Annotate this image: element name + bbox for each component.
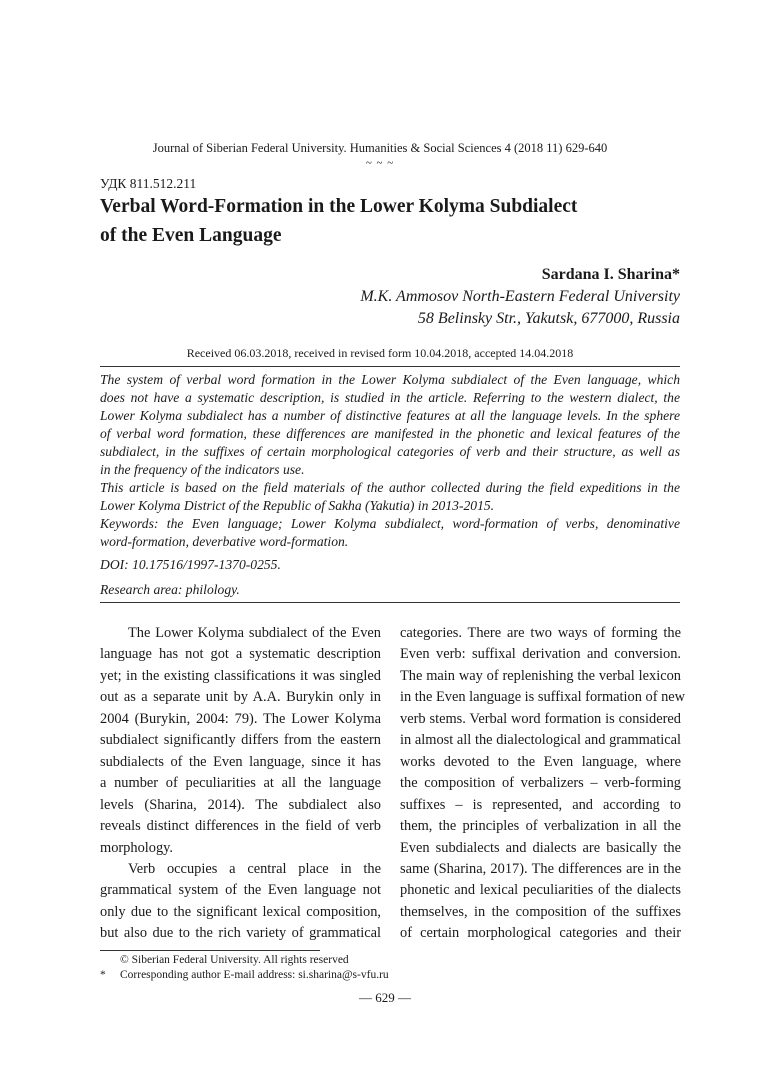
body-text-line: a number of peculiarities at all the language [100,775,381,792]
journal-header: Journal of Siberian Federal University. Humanities & Social Sciences 4 (2018 11) 629-640 [152,141,608,155]
divider [100,366,680,367]
body-text-line: language has not got a systematic description [100,646,381,663]
abstract-line: of verbal word formation, these differences are manifested in the phonetic and lexical features of the [100,426,680,441]
keywords-line: word-formation, deverbative word-formation. [100,534,349,549]
body-text-line: out as a separate unit by A.A. Burykin only in [100,689,381,706]
body-text-line: Even subdialects and dialects are basically the [400,839,681,856]
body-text-line: works devoted to the Even language, where [400,753,681,770]
body-text-line: in the Even language is suffixal formation of new [400,689,686,706]
body-text-line: Verb occupies a central place in the [128,860,381,877]
abstract-line: This article is based on the field materials of the author collected during the field expeditions in the [100,480,680,495]
body-text-line: but also due to the rich variety of grammatical [100,925,381,942]
doi: DOI: 10.17516/1997-1370-0255. [100,557,281,572]
copyright-note: © Siberian Federal University. All rights reserved [120,954,349,966]
author-name: Sardana I. Sharina* [541,266,680,283]
abstract-line: in the frequency of the indicators use. [100,462,305,477]
body-text-line: yet; in the existing classifications it was singled [100,667,381,684]
body-text-line: verb stems. Verbal word formation is considered [400,710,681,727]
body-text-line: Even verb: suffixal derivation and conversion. [400,646,681,663]
affiliation-line-2: 58 Belinsky Str., Yakutsk, 677000, Russia [417,310,680,327]
header-ornament: ~ ~ ~ [365,157,395,169]
keywords-line: Keywords: the Even language; Lower Kolyma subdialect, word-formation of verbs, denominative [100,516,680,531]
body-text-line: categories. There are two ways of forming the [400,625,681,641]
abstract-line: subdialect, in the suffixes of certain morphological categories of verb and their structure, as well as [100,444,680,459]
body-text-line: subdialect significantly differs from the eastern [100,732,381,749]
body-text-line: The Lower Kolyma subdialect of the Even [128,625,381,641]
body-text-line: grammatical system of the Even language not [100,882,381,899]
body-text-line: them, the principles of verbalization in all the [400,818,681,835]
body-text-line: suffixes – is represented, and according to [400,796,681,813]
body-text-line: phonetic and lexical peculiarities of the dialects [400,882,681,899]
body-text-line: only due to the significant lexical composition, [100,903,381,920]
body-text-line: in almost all the dialectological and grammatical [400,732,681,749]
body-text-line: themselves, in the composition of the suffixes [400,903,681,920]
page-number: — 629 — [359,990,411,1005]
body-text-line: the composition of verbalizers – verb-forming [400,775,681,792]
abstract-line: Lower Kolyma District of the Republic of Sakha (Yakutia) in 2013-2015. [100,498,495,513]
article-title-line-2: of the Even Language [100,225,282,246]
footnote-divider [100,950,320,951]
body-text-line: same (Sharina, 2017). The differences are in the [400,860,681,877]
body-text-line: levels (Sharina, 2014). The subdialect also [100,796,381,813]
divider [100,602,680,603]
body-text-line: reveals distinct differences in the field of verb [100,818,381,835]
research-area: Research area: philology. [100,582,240,597]
body-text-line: morphology. [100,839,174,856]
affiliation-line-1: M.K. Ammosov North-Eastern Federal University [360,288,680,305]
body-text-line: 2004 (Burykin, 2004: 79). The Lower Kolyma [100,710,381,727]
body-text-line: The main way of replenishing the verbal lexicon [400,667,681,684]
corresponding-author-note: Corresponding author E-mail address: si.sharina@s-vfu.ru [120,969,389,981]
abstract-line: The system of verbal word formation in the Lower Kolyma subdialect of the Even language, which [100,372,680,387]
received-dates: Received 06.03.2018, received in revised form 10.04.2018, accepted 14.04.2018 [186,346,574,360]
body-text-line: of certain morphological categories and their [400,925,681,942]
abstract-line: Lower Kolyma subdialect has a number of distinctive features at all the language levels. In the sphere [100,408,680,423]
udk-code: УДК 811.512.211 [100,176,197,191]
abstract-line: does not have a systematic description, is studied in the article. Referring to the western dialect, the [100,390,680,405]
footnote-asterisk: * [100,969,106,981]
article-title-line-1: Verbal Word-Formation in the Lower Kolyma Subdialect [100,196,578,217]
body-text-line: subdialects of the Even language, since it has [100,753,381,770]
